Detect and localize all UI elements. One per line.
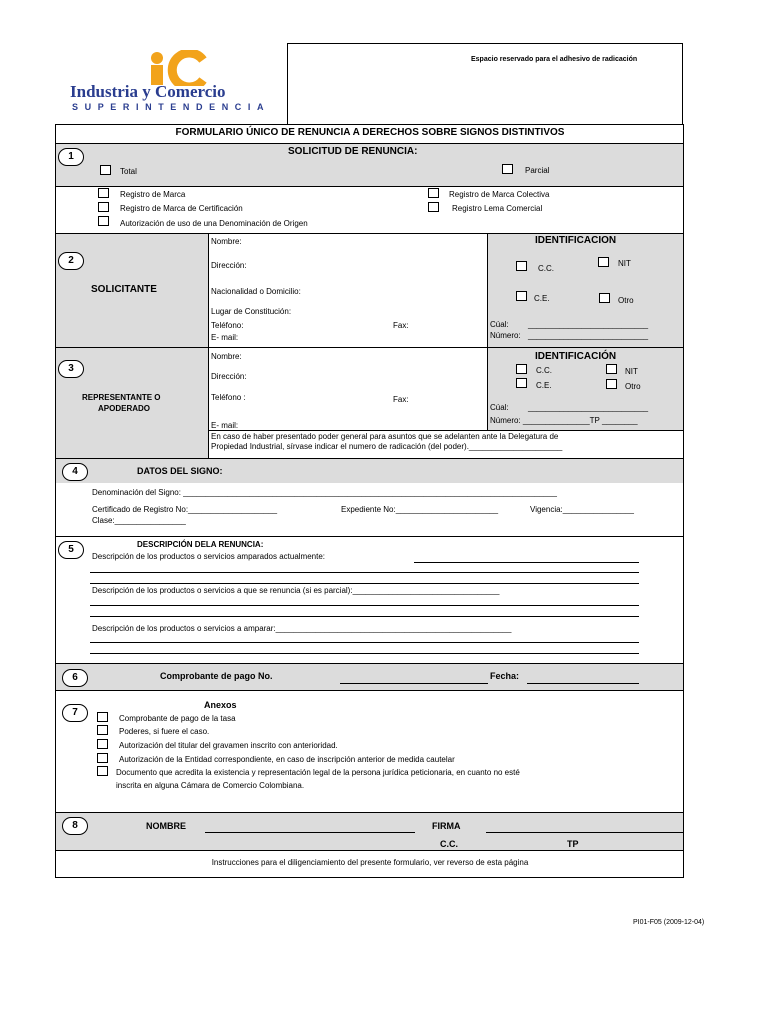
amparados-label: Descripción de los productos o servicios amparados actualmente:	[92, 552, 326, 561]
rep-email-label: E- mail:	[211, 421, 239, 430]
anexo-2-label: Poderes, si fuere el caso.	[119, 727, 210, 736]
sol-telefono-label: Teléfono:	[211, 321, 244, 330]
logo-subtitle: SUPERINTENDENCIA	[72, 102, 271, 112]
comprobante-label: Comprobante de pago No.	[160, 671, 273, 681]
certificado-field[interactable]: Certificado de Registro No:____________________	[92, 505, 278, 514]
rep-direccion-label: Dirección:	[211, 372, 247, 381]
section-7-badge: 7	[62, 704, 88, 722]
rep-cc-checkbox[interactable]	[516, 364, 527, 374]
renuncia-line-2[interactable]	[90, 616, 639, 617]
fecha-label: Fecha:	[490, 671, 520, 681]
registro-marca-cert-label: Registro de Marca de Certificación	[120, 204, 243, 213]
total-checkbox[interactable]	[100, 165, 111, 175]
sol-lugar-label: Lugar de Constitución:	[211, 307, 292, 316]
lema-comercial-label: Registro Lema Comercial	[452, 204, 543, 213]
amparar-line-2[interactable]	[90, 653, 639, 654]
anexo-5-label: Documento que acredita la existencia y representación legal de la persona jurídica peticionaria, en cuanto no esté	[116, 768, 520, 777]
solicitante-label: SOLICITANTE	[91, 284, 157, 295]
sol-otro-label: Otro	[618, 296, 634, 305]
comprobante-line[interactable]	[340, 683, 488, 684]
poder-note-1: En caso de haber presentado poder general para asuntos que se adelanten ante la Delegatura de	[211, 432, 559, 441]
rep-nit-checkbox[interactable]	[606, 364, 617, 374]
rep-nit-label: NIT	[625, 367, 638, 376]
sol-ce-label: C.E.	[534, 294, 550, 303]
autorizacion-origen-checkbox[interactable]	[98, 216, 109, 226]
section-1-badge: 1	[58, 148, 84, 166]
amparar-field[interactable]: Descripción de los productos o servicios a amparar:_____________________________________________________	[92, 624, 512, 633]
firma-label: FIRMA	[432, 821, 461, 831]
nombre-line[interactable]	[205, 832, 415, 833]
stamp-note: Espacio reservado para el adhesivo de radicación	[471, 56, 638, 63]
section-8-badge: 8	[62, 817, 88, 835]
anexo-4-label: Autorización de la Entidad correspondiente, en caso de inscripción anterior de medida cautelar	[119, 755, 455, 764]
rep-ce-label: C.E.	[536, 381, 552, 390]
cc-label: C.C.	[440, 839, 458, 849]
marca-colectiva-checkbox[interactable]	[428, 188, 439, 198]
rep-cual-line[interactable]: ___________________________	[528, 403, 649, 412]
sol-cual-line[interactable]: ___________________________	[528, 320, 649, 329]
rep-label-1: REPRESENTANTE O	[82, 393, 161, 402]
anexo-5-checkbox[interactable]	[97, 766, 108, 776]
rep-fax-label: Fax:	[393, 395, 409, 404]
autorizacion-origen-label: Autorización de uso de una Denominación de Origen	[120, 219, 308, 228]
amparados-line-2[interactable]	[90, 572, 639, 573]
anexo-5-continuation: inscrita en alguna Cámara de Comercio Colombiana.	[116, 781, 305, 790]
logo-title: Industria y Comercio	[70, 82, 226, 101]
amparados-line-1[interactable]	[414, 562, 639, 563]
sec1-title: SOLICITUD DE RENUNCIA:	[288, 146, 418, 157]
section-3-badge: 3	[58, 360, 84, 378]
sol-cc-label: C.C.	[538, 264, 554, 273]
sol-ce-checkbox[interactable]	[516, 291, 527, 301]
rep-cual-label: Cúal:	[490, 403, 509, 412]
registro-marca-cert-checkbox[interactable]	[98, 202, 109, 212]
anexo-3-checkbox[interactable]	[97, 739, 108, 749]
anexo-1-checkbox[interactable]	[97, 712, 108, 722]
anexo-2-checkbox[interactable]	[97, 725, 108, 735]
lema-comercial-checkbox[interactable]	[428, 202, 439, 212]
expediente-field[interactable]: Expediente No:_______________________	[341, 505, 499, 514]
denominacion-field[interactable]: Denominación del Signo: ____________________________________________________________________________________	[92, 488, 557, 497]
rep-otro-checkbox[interactable]	[606, 379, 617, 389]
section-6-badge: 6	[62, 669, 88, 687]
clase-field[interactable]: Clase:________________	[92, 516, 186, 525]
poder-note-2[interactable]: Propiedad Industrial, sírvase indicar el numero de radicación (del poder)._____________________	[211, 442, 563, 451]
renuncia-line-1[interactable]	[90, 605, 639, 606]
nombre-label: NOMBRE	[146, 821, 186, 831]
parcial-checkbox[interactable]	[502, 164, 513, 174]
instrucciones-note: Instrucciones para el diligenciamiento del presente formulario, ver reverso de esta página	[211, 858, 529, 867]
firma-line[interactable]	[486, 832, 683, 833]
section-5-badge: 5	[58, 541, 84, 559]
sol-nombre-label: Nombre:	[211, 237, 242, 246]
logo-ic-icon	[145, 50, 215, 86]
rep-ce-checkbox[interactable]	[516, 378, 527, 388]
sol-numero-label: Número:	[490, 331, 521, 340]
rep-otro-label: Otro	[625, 382, 641, 391]
registro-marca-label: Registro de Marca	[120, 190, 186, 199]
form-code: PI01-F05 (2009-12-04)	[633, 919, 705, 926]
marca-colectiva-label: Registro de Marca Colectiva	[449, 190, 550, 199]
parcial-label: Parcial	[525, 166, 550, 175]
sol-cual-label: Cúal:	[490, 320, 509, 329]
rep-telefono-label: Teléfono :	[211, 393, 246, 402]
rep-cc-label: C.C.	[536, 366, 552, 375]
rep-nombre-label: Nombre:	[211, 352, 242, 361]
rep-ident-title: IDENTIFICACIÓN	[535, 351, 617, 362]
anexos-title: Anexos	[204, 700, 237, 710]
sec5-title: DESCRIPCIÓN DELA RENUNCIA:	[137, 540, 264, 549]
sol-direccion-label: Dirección:	[211, 261, 247, 270]
registro-marca-checkbox[interactable]	[98, 188, 109, 198]
section-2-badge: 2	[58, 252, 84, 270]
vigencia-field[interactable]: Vigencia:________________	[530, 505, 634, 514]
sol-nit-checkbox[interactable]	[598, 257, 609, 267]
section-4-badge: 4	[62, 463, 88, 481]
fecha-line[interactable]	[527, 683, 639, 684]
renuncia-field[interactable]: Descripción de los productos o servicios a que se renuncia (si es parcial):_________________________________	[92, 586, 500, 595]
sol-email-label: E- mail:	[211, 333, 239, 342]
sol-fax-label: Fax:	[393, 321, 409, 330]
amparados-line-3[interactable]	[90, 583, 639, 584]
logo	[70, 50, 280, 112]
form-title: FORMULARIO ÚNICO DE RENUNCIA A DERECHOS SOBRE SIGNOS DISTINTIVOS	[175, 127, 565, 138]
anexo-4-checkbox[interactable]	[97, 753, 108, 763]
sol-nit-label: NIT	[618, 259, 631, 268]
rep-label-2: APODERADO	[98, 404, 151, 413]
sol-ident-title: IDENTIFICACION	[535, 235, 617, 246]
sol-nacionalidad-label: Nacionalidad o Domicilio:	[211, 287, 301, 296]
anexo-3-label: Autorización del titular del gravamen inscrito con anterioridad.	[119, 741, 338, 750]
sol-otro-checkbox[interactable]	[599, 293, 610, 303]
tp-label: TP	[567, 839, 579, 849]
sec4-title: DATOS DEL SIGNO:	[137, 466, 223, 476]
anexo-1-label: Comprobante de pago de la tasa	[119, 714, 236, 723]
sol-cc-checkbox[interactable]	[516, 261, 527, 271]
total-label: Total	[120, 167, 137, 176]
amparar-line-1[interactable]	[90, 642, 639, 643]
sol-numero-line[interactable]: ___________________________	[528, 331, 649, 340]
rep-numero-tp[interactable]: Número: _______________TP ________	[490, 416, 638, 425]
